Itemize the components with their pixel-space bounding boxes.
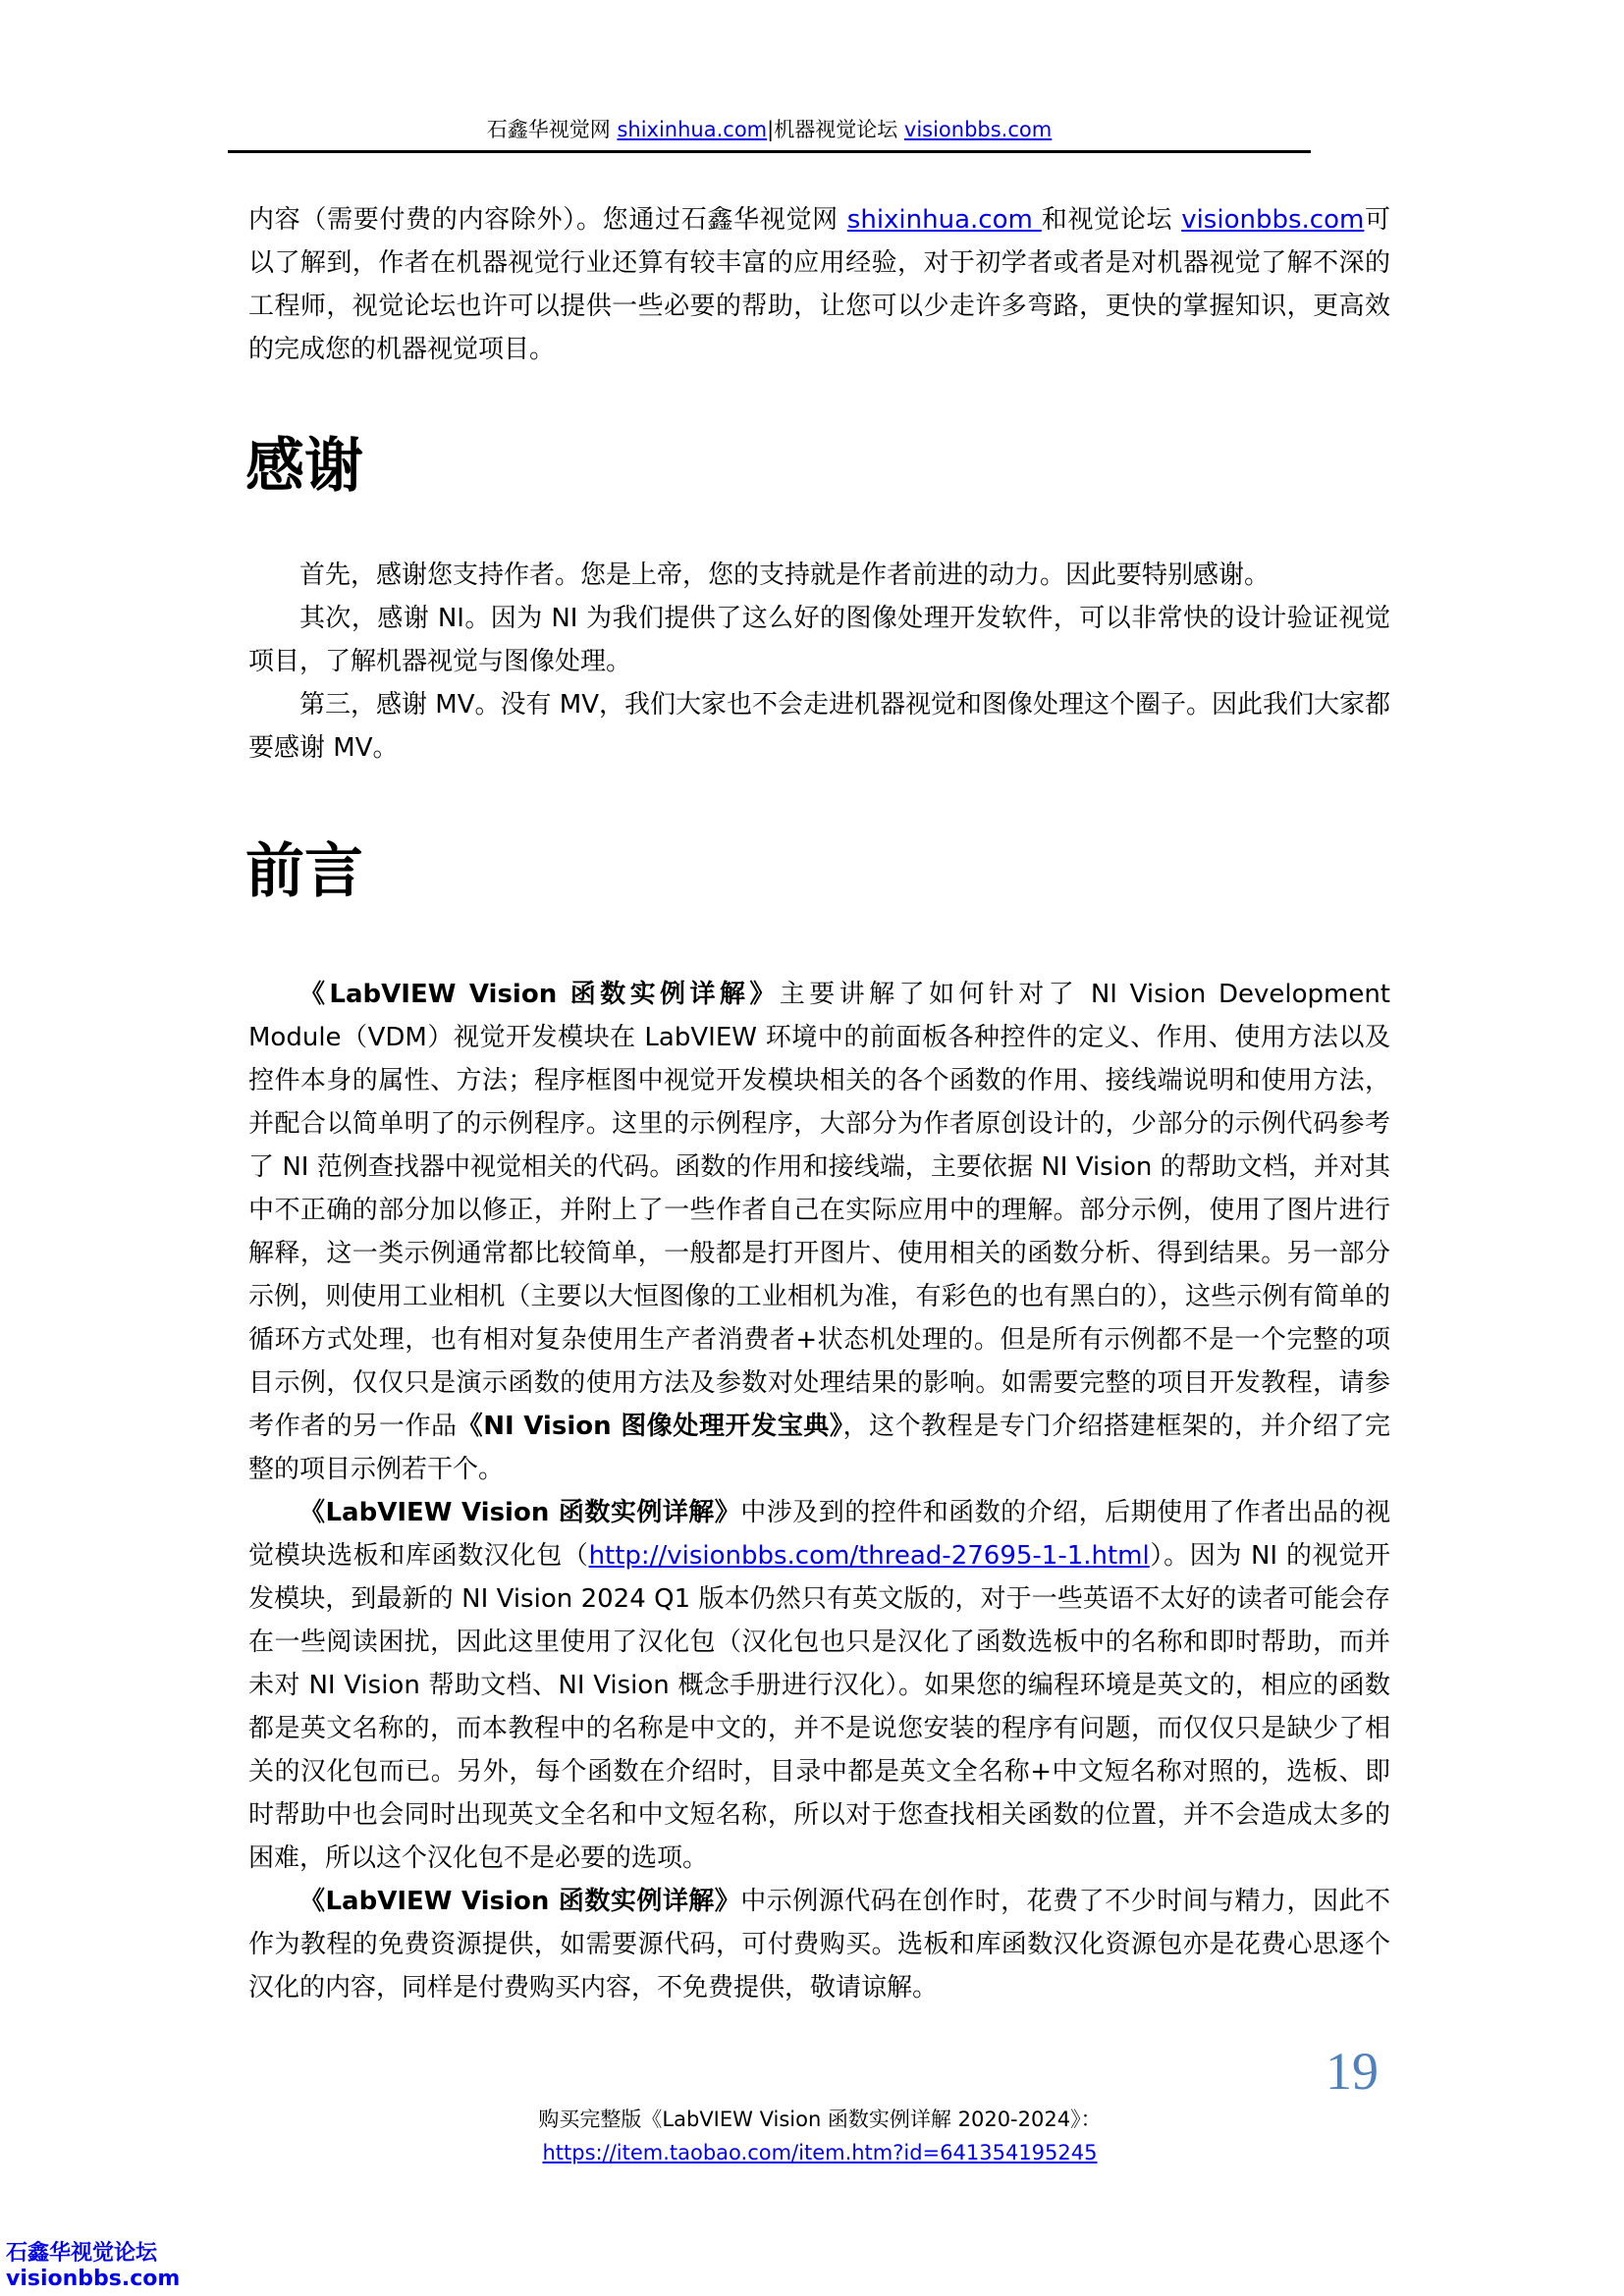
preface-paragraph-3 [248, 1880, 1390, 2009]
header-rule [228, 150, 1311, 153]
header-site1-link[interactable]: shixinhua.com [617, 118, 768, 141]
thanks-paragraph-3: 第三，感谢 MV。没有 MV，我们大家也不会走进机器视觉和图像处理这个圈子。因此我们大家都要感谢 MV。 [248, 690, 1390, 763]
page-footer [393, 2103, 1247, 2169]
page-number: 19 [1326, 2042, 1379, 2101]
page-header [228, 116, 1311, 143]
purchase-link[interactable]: https://item.taobao.com/item.htm?id=641354195245 [542, 2141, 1098, 2164]
intro-text-3: 可以了解到，作者在机器视觉行业还算有较丰富的应用经验，对于初学者或者是对机器视觉了解不深的工程师，视觉论坛也许可以提供一些必要的帮助，让您可以少走许多弯路，更快的掌握知识，更高效的完成您的机器视觉项目。 [248, 205, 1391, 364]
preface-paragraph-2 [248, 1491, 1390, 1880]
localization-pack-link[interactable]: http://visionbbs.com/thread-27695-1-1.html [588, 1541, 1150, 1571]
header-site2-link[interactable]: visionbbs.com [903, 118, 1053, 141]
thanks-section [248, 554, 1390, 770]
preface-paragraph-1 [248, 973, 1390, 1491]
preface-p1-text-a: 主要讲解了如何针对了 NI Vision Development Module（VDM）视觉开发模块在 LabVIEW 环境中的前面板各种控件的定义、作用、使用方法以及控件本身的属性、方法；程序框图中视觉开发模块相关的各个函数的作用、接线端说明和使用方法，并配合以简单明了的示例程序。这里的示例程序，大部分为作者原创设计的，少部分的示例代码参考了 NI 范例查找器中视觉相关的代码。函数的作用和接线端，主要依据 NI Vision 的帮助文档，并对其中不正确的部分加以修正，并附上了一些作者自己在实际应用中的理解。部分示例，使用了图片进行解释，这一类示例通常都比较简单，一般都是打开图片、使用相关的函数分析、得到结果。另一部分示例，则使用工业相机（主要以大恒图像的工业相机为准，有彩色的也有黑白的），这些示例有简单的循环方式处理，也有相对复杂使用生产者消费者+状态机处理的。但是所有示例都不是一个完整的项目示例，仅仅只是演示函数的使用方法及参数对处理结果的影响。如需要完整的项目开发教程，请参考作者的另一作品 [248, 980, 1390, 1441]
thanks-paragraph-2: 其次，感谢 NI。因为 NI 为我们提供了这么好的图像处理开发软件，可以非常快的设计验证视觉项目，了解机器视觉与图像处理。 [248, 604, 1390, 676]
heading-preface: 前言 [245, 837, 363, 906]
intro-text-2: 和视觉论坛 [1041, 205, 1182, 235]
intro-link-shixinhua[interactable]: shixinhua.com [846, 205, 1042, 235]
preface-p2-text-b: ）。因为 NI 的视觉开发模块，到最新的 NI Vision 2024 Q1 版本仍然只有英文版的，对于一些英语不太好的读者可能会存在一些阅读困扰，因此这里使用了汉化包（汉化包也只是汉化了函数选板中的名称和即时帮助，而并未对 NI Vision 帮助文档、NI Vision 概念手册进行汉化）。如果您的编程环境是英文的，相应的函数都是英文名称的，而本教程中的名称是中文的，并不是说您安装的程序有问题，而仅仅只是缺少了相关的汉化包而已。另外，每个函数在介绍时，目录中都是英文全名称+中文短名称对照的，选板、即时帮助中也会同时出现英文全名和中文短名称，所以对于您查找相关函数的位置，并不会造成太多的困难，所以这个汉化包不是必要的选项。 [248, 1541, 1390, 1873]
watermark-line-2: visionbbs.com [6, 2267, 181, 2291]
other-book-title: 《NI Vision 图像处理开发宝典》 [457, 1412, 843, 1441]
header-separator: | [767, 118, 775, 141]
purchase-text: 购买完整版《LabVIEW Vision 函数实例详解 2020-2024》： [538, 2108, 1102, 2131]
watermark-line-1: 石鑫华视觉论坛 [6, 2241, 158, 2266]
intro-text-1: 内容（需要付费的内容除外）。您通过石鑫华视觉网 [248, 205, 847, 235]
watermark [6, 2241, 180, 2292]
thanks-paragraph-1: 首先，感谢您支持作者。您是上帝，您的支持就是作者前进的动力。因此要特别感谢。 [299, 561, 1271, 590]
intro-paragraph [248, 198, 1390, 371]
book-title: 《LabVIEW Vision 函数实例详解》 [299, 980, 780, 1009]
preface-section [248, 973, 1390, 2009]
intro-section [248, 198, 1390, 371]
header-site1-name: 石鑫华视觉网 [486, 118, 618, 141]
book-title: 《LabVIEW Vision 函数实例详解》 [299, 1887, 741, 1916]
intro-link-visionbbs[interactable]: visionbbs.com [1181, 205, 1365, 235]
preface-p1-text-b: ，这个教程是专门介绍搭建框架的，并介绍了完整的项目示例若干个。 [248, 1412, 1390, 1484]
header-site2-name: 机器视觉论坛 [774, 118, 904, 141]
preface-p3-text-a: 中示例源代码在创作时，花费了不少时间与精力，因此不作为教程的免费资源提供，如需要源代码，可付费购买。选板和库函数汉化资源包亦是花费心思逐个汉化的内容，同样是付费购买内容，不免费提供，敬请谅解。 [248, 1887, 1390, 2002]
book-title: 《LabVIEW Vision 函数实例详解》 [299, 1498, 741, 1527]
preface-p2-text-a: 中涉及到的控件和函数的介绍，后期使用了作者出品的视觉模块选板和库函数汉化包（ [248, 1498, 1390, 1571]
heading-thanks: 感谢 [245, 432, 363, 501]
